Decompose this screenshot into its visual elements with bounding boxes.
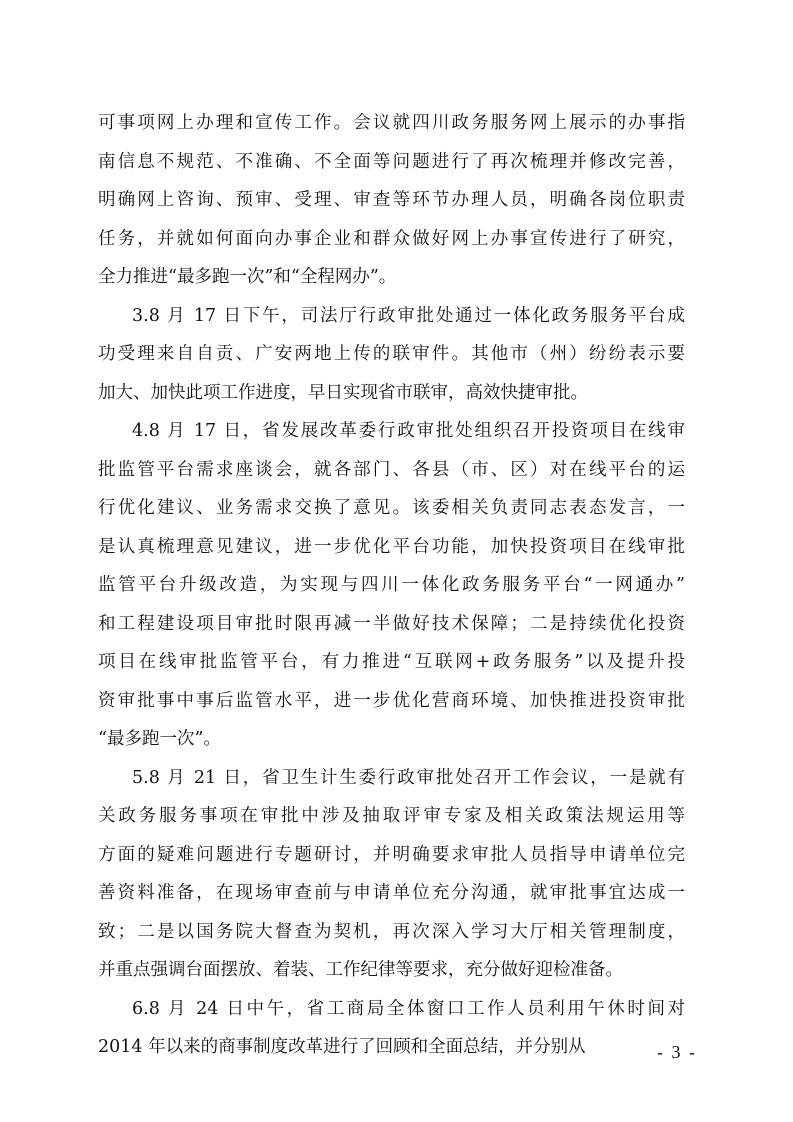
body-text bbox=[98, 104, 685, 1067]
text-line: 是认真梳理意见建议，进一步优化平台功能，加快投资项目在线审批 bbox=[98, 536, 685, 557]
text-line: 南信息不规范、不准确、不全面等问题进行了再次梳理并修改完善， bbox=[98, 151, 685, 172]
text-line: 行优化建议、业务需求交换了意见。该委相关负责同志表态发言，一 bbox=[98, 498, 685, 518]
text-line: 功受理来自自贡、广安两地上传的联审件。其他市（州）纷纷表示要 bbox=[98, 344, 685, 364]
paragraph bbox=[98, 759, 685, 990]
text-line: 方面的疑难问题进行专题研讨，并明确要求审批人员指导申请单位完 bbox=[98, 844, 685, 865]
text-line: 任务，并就如何面向办事企业和群众做好网上办事宣传进行了研究， bbox=[98, 228, 685, 249]
paragraph bbox=[98, 412, 685, 759]
page-number: - 3 - bbox=[657, 1042, 697, 1062]
text-line: 可事项网上办理和宣传工作。会议就四川政务服务网上展示的办事指 bbox=[98, 113, 685, 133]
paragraph bbox=[98, 297, 685, 413]
text-line: 监管平台升级改造，为实现与四川一体化政务服务平台“一网通办” bbox=[98, 575, 685, 595]
text-line: 全力推进“最多跑一次”和“全程网办”。 bbox=[98, 267, 397, 287]
text-line: “最多跑一次”。 bbox=[98, 729, 221, 749]
text-line: 资审批事中事后监管水平，进一步优化营商环境、加快推进投资审批 bbox=[98, 690, 685, 711]
text-line: 5.8 月 21 日，省卫生计生委行政审批处召开工作会议，一是就有 bbox=[132, 767, 685, 788]
text-line: 4.8 月 17 日，省发展改革委行政审批处组织召开投资项目在线审 bbox=[132, 421, 685, 441]
text-line: 批监管平台需求座谈会，就各部门、各县（市、区）对在线平台的运 bbox=[98, 459, 685, 480]
text-line: 2014 年以来的商事制度改革进行了回顾和全面总结，并分别从 bbox=[98, 1037, 586, 1057]
text-line: 和工程建设项目审批时限再减一半做好技术保障；二是持续优化投资 bbox=[98, 613, 685, 634]
text-line: 明确网上咨询、预审、受理、审查等环节办理人员，明确各岗位职责 bbox=[98, 190, 685, 210]
text-line: 致；二是以国务院大督查为契机，再次深入学习大厅相关管理制度， bbox=[98, 921, 685, 942]
text-line: 加大、加快此项工作进度，早日实现省市联审，高效快捷审批。 bbox=[98, 382, 588, 403]
text-line: 关政务服务事项在审批中涉及抽取评审专家及相关政策法规运用等 bbox=[98, 806, 685, 826]
paragraph bbox=[98, 104, 685, 297]
text-line: 并重点强调台面摆放、着装、工作纪律等要求，充分做好迎检准备。 bbox=[98, 960, 623, 980]
paragraph bbox=[98, 990, 685, 1067]
text-line: 6.8 月 24 日中午，省工商局全体窗口工作人员利用午休时间对 bbox=[132, 998, 685, 1019]
text-line: 项目在线审批监管平台，有力推进“互联网+政务服务”以及提升投 bbox=[98, 652, 685, 672]
text-line: 善资料准备，在现场审查前与申请单位充分沟通，就审批事宜达成一 bbox=[98, 883, 685, 903]
text-line: 3.8 月 17 日下午，司法厅行政审批处通过一体化政务服务平台成 bbox=[132, 305, 685, 326]
